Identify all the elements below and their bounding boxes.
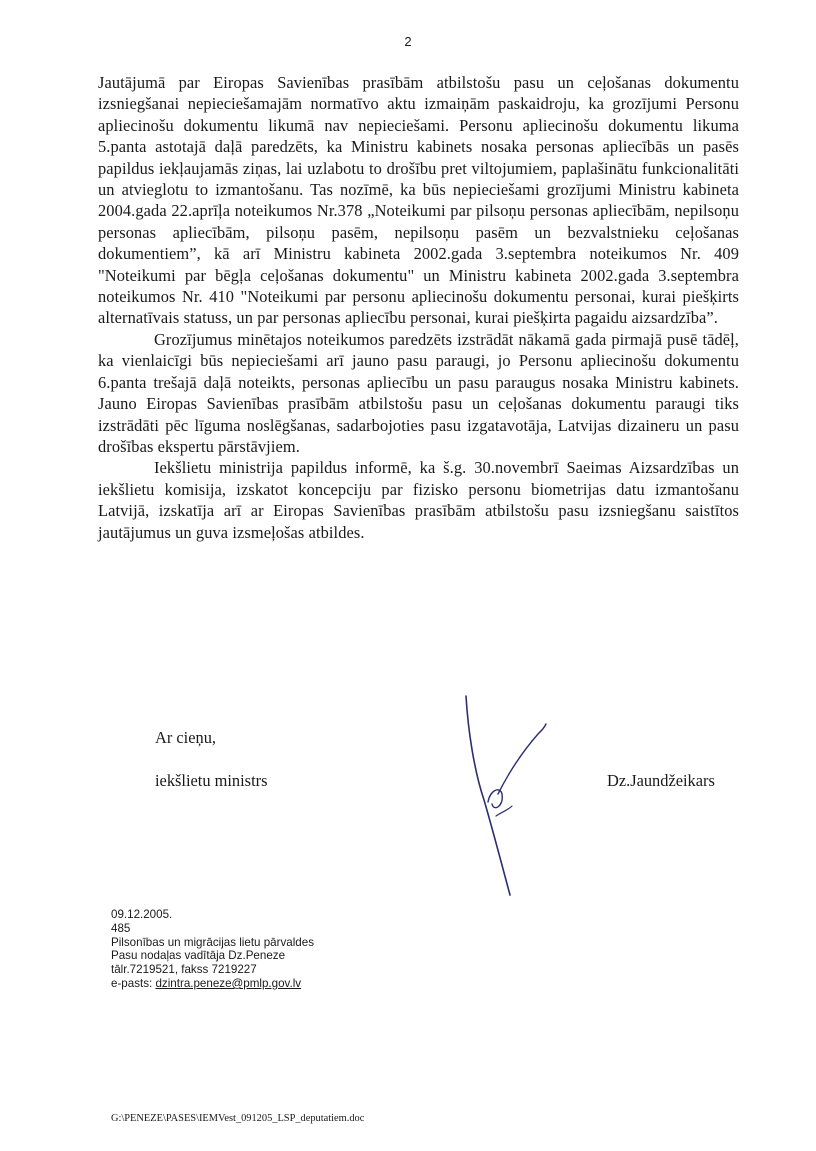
closing-salutation: Ar cieņu,: [155, 728, 216, 747]
footer-email-label: e-pasts:: [111, 976, 156, 990]
footer-info: [111, 908, 314, 991]
signatory-role: iekšlietu ministrs: [155, 771, 268, 790]
file-path: G:\PENEZE\PASES\IEMVest_091205_LSP_deputatiem.doc: [111, 1113, 365, 1124]
footer-phone: tālr.7219521, fakss 7219227: [111, 963, 257, 977]
footer-email-link[interactable]: dzintra.peneze@pmlp.gov.lv: [155, 976, 302, 990]
paragraph-2: Grozījumus minētajos noteikumos paredzēts izstrādāt nākamā gada pirmajā pusē tādēļ, ka vienlaicīgi būs nepieciešami arī jauno pasu paraugi, jo Personu apliecinošu dokumentu 6.panta trešajā daļā noteikts, personas apliecību un pasu paraugus nosaka Ministru kabinets. Jauno Eiropas Savienības prasībām atbilstošu pasu un ceļošanas dokumentu paraugi tiks izstrādāti pēc līguma noslēgšanas, sadarbojoties pasu izgatavotāja, Latvijas dizaineru un pasu drošības ekspertu pārstāvjiem.: [98, 329, 739, 456]
letter-body: [98, 72, 739, 543]
signatory-name: Dz.Jaundžeikars: [607, 771, 715, 790]
paragraph-1: Jautājumā par Eiropas Savienības prasībām atbilstošu pasu un ceļošanas dokumentu izsniegšanai nepieciešamajām normatīvo aktu izmaiņām paskaidroju, ka grozījumi Personu apliecinošu dokumentu likumā nav nepieciešami. Personu apliecinošu dokumentu likuma 5.panta astotajā daļā paredzēts, ka Ministru kabinets nosaka personas apliecībās un pasēs papildus iekļaujamās ziņas, lai uzlabotu to drošību pret viltojumiem, paplašinātu funkcionalitāti un atvieglotu to izmantošanu. Tas nozīmē, ka būs nepieciešami grozījumi Ministru kabineta 2004.gada 22.aprīļa noteikumos Nr.378 „Noteikumi par pilsoņu personas apliecībām, nepilsoņu personas apliecībām, pilsoņu pasēm, nepilsoņu pasēm un bezvalstnieku ceļošanas dokumentiem”, kā arī Ministru kabineta 2002.gada 3.septembra noteikumos Nr. 409 "Noteikumi par bēgļa ceļošanas dokumentu" un Ministru kabineta 2002.gada 3.septembra noteikumos Nr. 410 "Noteikumi par personu apliecinošu dokumentu personai, kurai piešķirts alternatīvais statuss, un par personas apliecību personai, kurai piešķirta pagaidu aizsardzība”.: [98, 73, 739, 328]
paragraph-3: Iekšlietu ministrija papildus informē, ka š.g. 30.novembrī Saeimas Aizsardzības un iekšlietu komisija, izskatot koncepciju par fizisko personu biometrijas datu izmantošanu Latvijā, izskatīja arī ar Eiropas Savienības prasībām atbilstošu pasu izsniegšanu saistītos jautājumus un guva izsmeļošas atbildes.: [98, 458, 739, 542]
page-number: 2: [404, 34, 412, 49]
footer-department: Pilsonības un migrācijas lietu pārvaldes: [111, 935, 314, 949]
footer-date: 09.12.2005.: [111, 908, 173, 921]
footer-number: 485: [111, 921, 131, 935]
footer-email-line: [111, 977, 314, 991]
handwritten-signature: [440, 690, 550, 900]
footer-contact: Pasu nodaļas vadītāja Dz.Peneze: [111, 949, 286, 963]
